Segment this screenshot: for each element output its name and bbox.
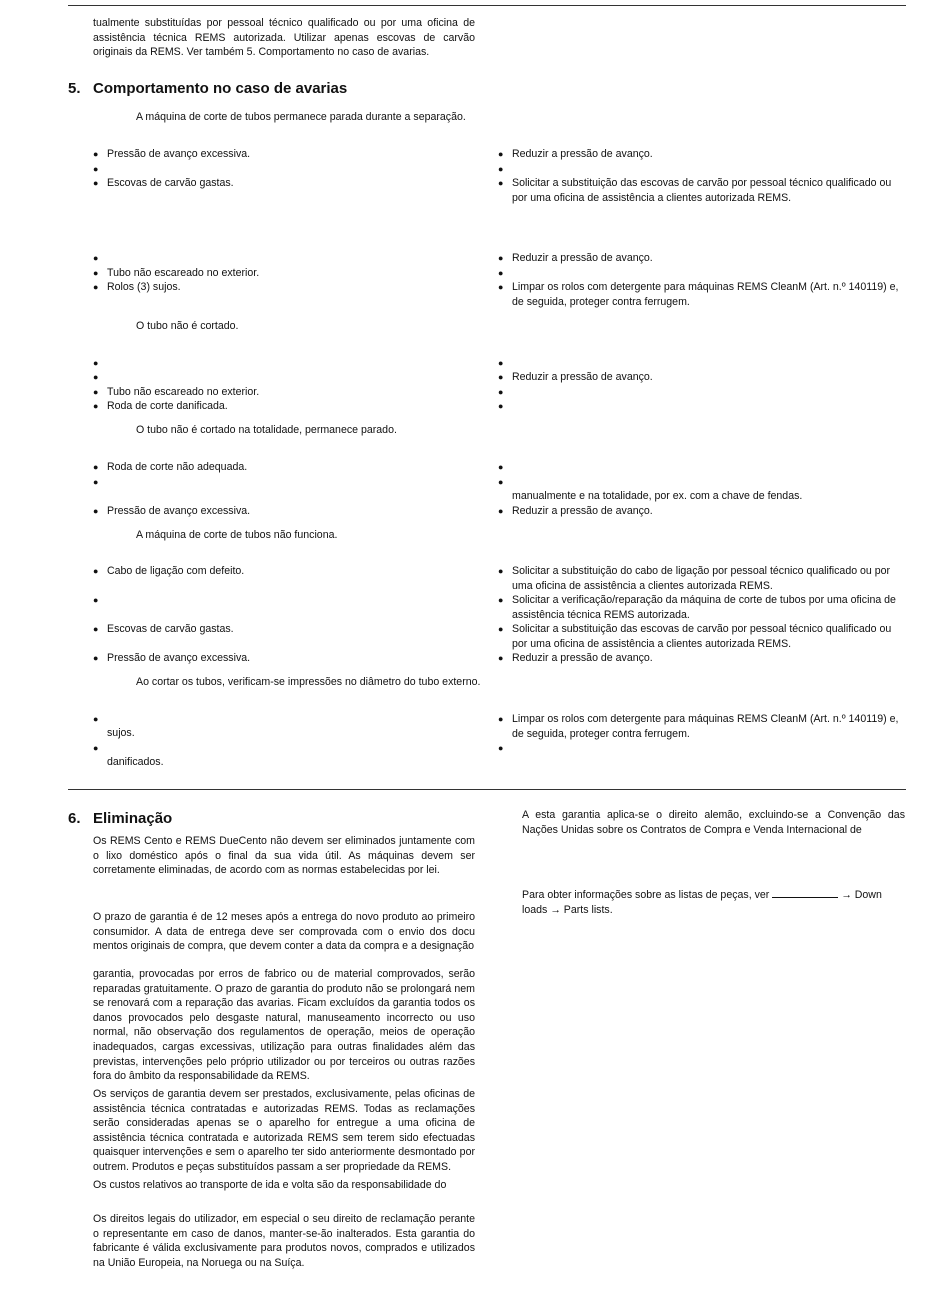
symptom-6: Ao cortar os tubos, verificam-se impressões no diâmetro do tubo externo.: [136, 676, 481, 688]
warranty-paragraph-5: Os direitos legais do utilizador, em especial o seu direito de reclamação perante o representante em caso de danos, manter-se-ão inalterados. Esta garantia do fabricante é válida exclusivamente para produtos novos, comprados e utilizados na União Europeia, na Noruega ou na Suíça.: [93, 1213, 475, 1269]
parts-list-link[interactable]: [772, 888, 838, 898]
parts-list-text: Para obter informações sobre as listas de peças, ver: [522, 889, 770, 901]
warranty-paragraph-4: Os custos relativos ao transporte de ida e volta são da responsabilidade do: [93, 1179, 447, 1191]
parts-list-paragraph: [522, 888, 905, 917]
section-6-number: 6.: [68, 810, 81, 827]
disposal-paragraph: Os REMS Cento e REMS DueCento não devem ser eliminados juntamente com o lixo doméstico após o final da sua vida útil. As máquinas devem ser corretamente eliminadas, de acordo com as normas estabelecidas por lei.: [93, 835, 475, 877]
section-divider: [68, 789, 906, 790]
parts-list-path: → Down loads → Parts lists.: [522, 889, 882, 916]
continued-paragraph: tualmente substituídas por pessoal técnico qualificado ou por uma oficina de assistência técnica REMS autorizada. Utilizar apenas escovas de carvão originais da REMS. Ver também 5. Comportamento no caso de avarias.: [93, 17, 475, 59]
symptom-4: O tubo não é cortado na totalidade, permanece parado.: [136, 424, 397, 436]
symptom-5: A máquina de corte de tubos não funciona.: [136, 529, 338, 541]
symptom-3: O tubo não é cortado.: [136, 320, 239, 332]
top-rule: [68, 5, 906, 6]
governing-law-paragraph: A esta garantia aplica-se o direito alemão, excluindo-se a Convenção das Nações Unidas sobre os Contratos de Compra e Venda Internacional de: [522, 809, 905, 836]
section-6-title: Eliminação: [93, 810, 173, 827]
symptom-1: A máquina de corte de tubos permanece parada durante a separação.: [136, 111, 466, 123]
warranty-paragraph-1: O prazo de garantia é de 12 meses após a entrega do novo produto ao primeiro consumidor. A data de entrega deve ser comprovada com o envio dos docu mentos originais de compra, que devem conter a data da compra e a designação: [93, 911, 475, 953]
section-5-title: Comportamento no caso de avarias: [93, 80, 348, 97]
section-5-number: 5.: [68, 80, 81, 97]
warranty-paragraph-2: garantia, provocadas por erros de fabrico ou de material comprovados, serão reparadas gratuitamente. O prazo de garantia do produto não se prolongará nem se renovará com a reparação das avarias. Ficam excluídos da garantia todos os danos provocados pelo desgaste natural, manuseamento incorrecto ou uso normal, não observação dos regulamentos de operação, meios de operação inadequados, cargas excessivas, utilização para outras finalidades além das previstas, intervenções pelo próprio utilizador ou por terceiros ou outras razões fora do âmbito da responsabilidade da REMS.: [93, 968, 475, 1083]
warranty-paragraph-3: Os serviços de garantia devem ser prestados, exclusivamente, pelas oficinas de assistência técnica contratadas e autorizadas REMS. Todas as reclamações serão consideradas apenas se o aparelho for entregue a uma oficina de assistência técnica contratada e autorizada REMS sem terem sido efectuadas quaisquer intervenções e sem o aparelho ter sido anteriormente desmontado por outrem. Produtos e peças substituídos passam a ser propriedade da REMS.: [93, 1088, 475, 1173]
